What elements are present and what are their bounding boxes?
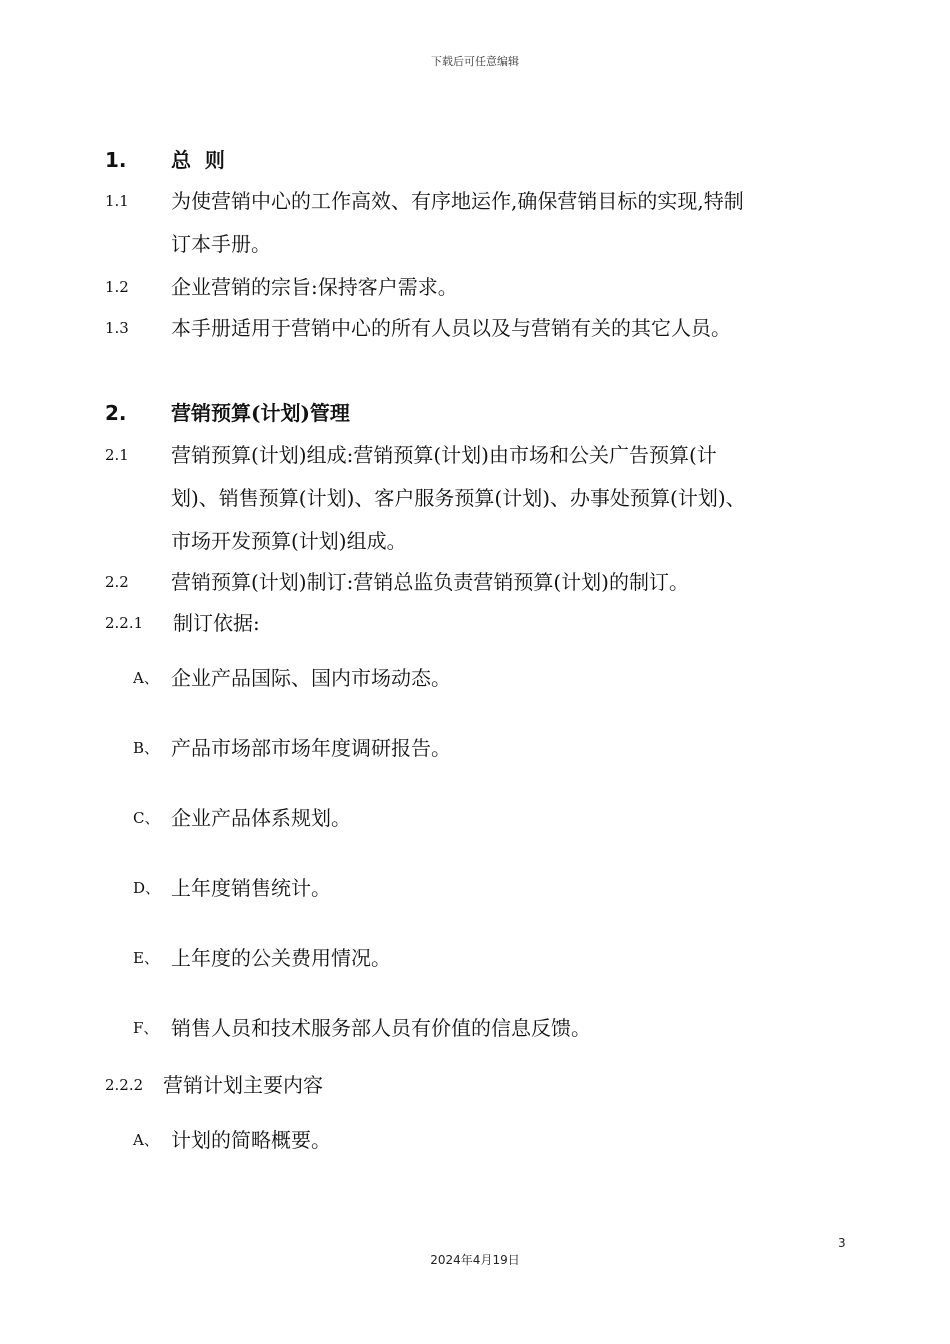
item-label: F、 xyxy=(133,1019,159,1037)
list-item xyxy=(0,803,950,833)
section-heading xyxy=(0,398,950,428)
subsection-number: 2.2.2 xyxy=(105,1076,144,1094)
item-label: A、 xyxy=(133,1131,159,1149)
item-text: 产品市场部市场年度调研报告。 xyxy=(171,736,451,760)
item-label: E、 xyxy=(133,949,159,967)
item-text: 企业产品体系规划。 xyxy=(171,806,351,830)
section-title: 营销预算(计划)管理 xyxy=(171,401,350,425)
item-text: 上年度的公关费用情况。 xyxy=(171,946,391,970)
item-number: 1.3 xyxy=(105,319,129,337)
list-item xyxy=(0,272,950,302)
subsection-number: 2.2.1 xyxy=(105,614,144,632)
list-item xyxy=(0,567,950,597)
section-title: 总 则 xyxy=(171,148,225,172)
item-text: 上年度销售统计。 xyxy=(171,876,331,900)
item-text: 市场开发预算(计划)组成。 xyxy=(171,529,407,553)
item-text: 营销预算(计划)制订:营销总监负责营销预算(计划)的制订。 xyxy=(171,570,689,594)
item-text: 销售人员和技术服务部人员有价值的信息反馈。 xyxy=(171,1016,591,1040)
list-item xyxy=(0,733,950,763)
item-number: 2.1 xyxy=(105,446,129,464)
list-item xyxy=(0,440,950,470)
item-text: 本手册适用于营销中心的所有人员以及与营销有关的其它人员。 xyxy=(171,316,731,340)
item-text: 为使营销中心的工作高效、有序地运作,确保营销目标的实现,特制 xyxy=(171,189,744,213)
subsection-title: 制订依据: xyxy=(173,611,260,635)
item-number: 1.2 xyxy=(105,278,129,296)
list-item xyxy=(0,1125,950,1155)
item-label: B、 xyxy=(133,739,160,757)
page-number: 3 xyxy=(838,1236,846,1250)
list-item-continuation xyxy=(0,526,950,556)
item-label: A、 xyxy=(133,669,159,687)
list-item xyxy=(0,1013,950,1043)
list-item xyxy=(0,663,950,693)
list-item xyxy=(0,873,950,903)
item-label: C、 xyxy=(133,809,160,827)
item-number: 2.2 xyxy=(105,573,129,591)
item-text: 营销预算(计划)组成:营销预算(计划)由市场和公关广告预算(计 xyxy=(171,443,717,467)
page-footer-date: 2024年4月19日 xyxy=(430,1253,520,1267)
item-label: D、 xyxy=(133,879,161,897)
item-text: 订本手册。 xyxy=(171,232,271,256)
item-text: 划)、销售预算(计划)、客户服务预算(计划)、办事处预算(计划)、 xyxy=(171,486,746,510)
list-item-continuation xyxy=(0,483,950,513)
list-item xyxy=(0,313,950,343)
item-text: 企业营销的宗旨:保持客户需求。 xyxy=(171,275,458,299)
section-heading xyxy=(0,145,950,175)
item-number: 1.1 xyxy=(105,192,129,210)
section-number: 1. xyxy=(105,148,127,172)
item-text: 企业产品国际、国内市场动态。 xyxy=(171,666,451,690)
section-number: 2. xyxy=(105,401,127,425)
list-item-continuation xyxy=(0,229,950,259)
page-header: 下载后可任意编辑 xyxy=(431,55,519,68)
item-text: 计划的简略概要。 xyxy=(171,1128,331,1152)
list-item xyxy=(0,943,950,973)
subsection-heading xyxy=(0,1070,950,1100)
subsection-title: 营销计划主要内容 xyxy=(163,1073,323,1097)
list-item xyxy=(0,186,950,216)
subsection-heading xyxy=(0,608,950,638)
